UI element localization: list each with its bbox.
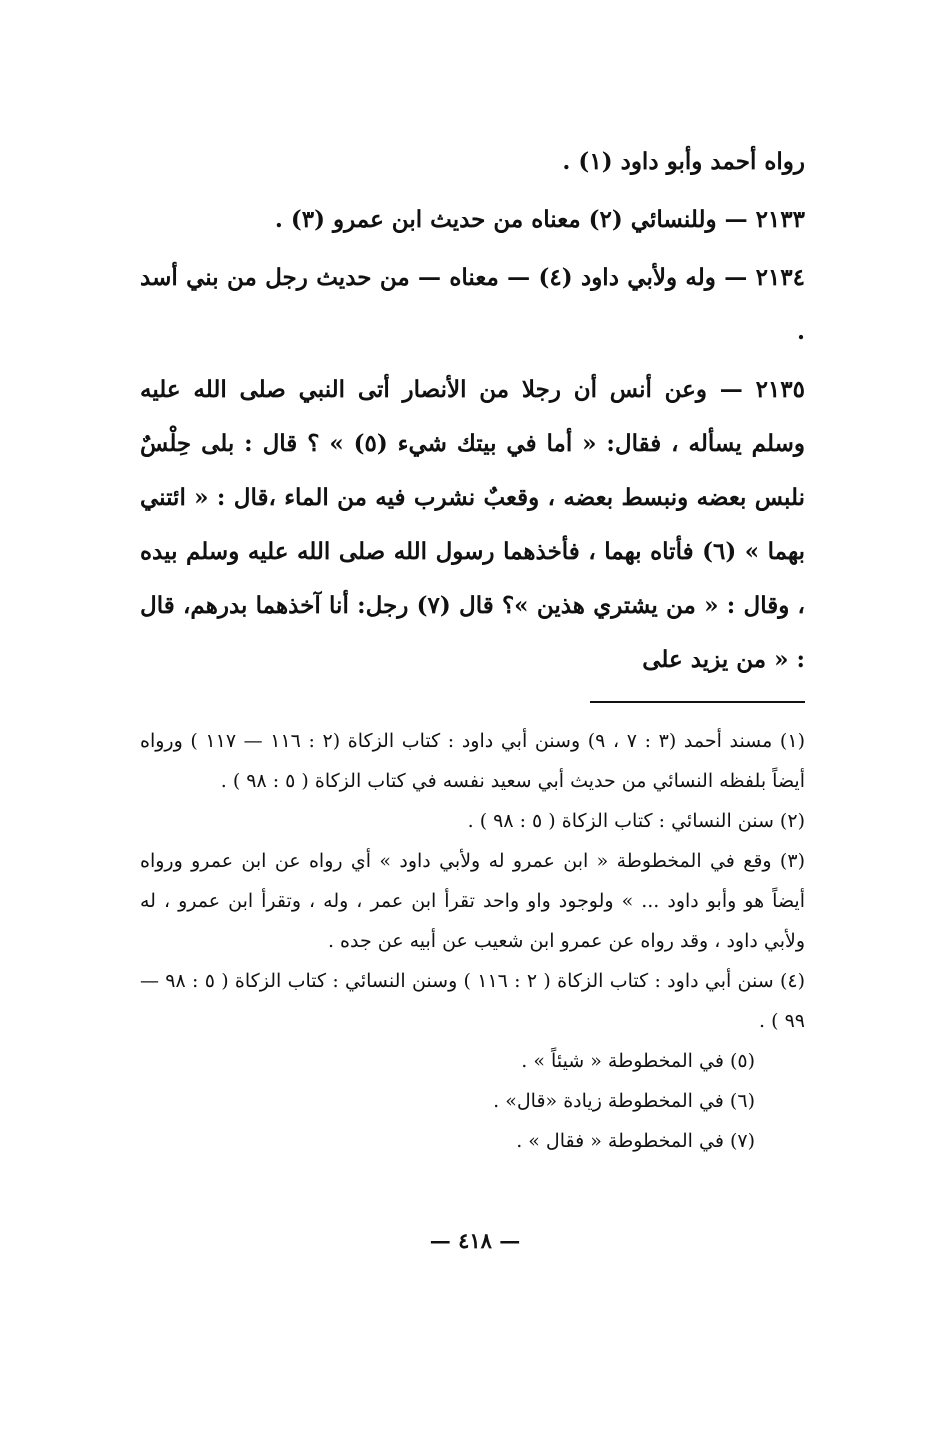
footnote-7: (٧) في المخطوطة « فقال » . — [516, 1130, 755, 1152]
footnote-1: (١) مسند أحمد (٣ : ٧ ، ٩) وسنن أبي داود : كتاب الزكاة (٢ : ١١٦ — ١١٧ ) ورواه أيضاً بلفظه النسائي من حديث أبي سعيد نفسه في كتاب الزكاة ( ٥ : ٩٨ ) . — [140, 730, 805, 792]
footnote-5: (٥) في المخطوطة « شيئاً » . — [521, 1050, 755, 1072]
footnote-2: (٢) سنن النسائي : كتاب الزكاة ( ٥ : ٩٨ ) . — [467, 810, 805, 832]
footnote-4: (٤) سنن أبي داود : كتاب الزكاة ( ٢ : ١١٦ ) وسنن النسائي : كتاب الزكاة ( ٥ : ٩٨ — ٩٩ ) . — [140, 970, 806, 1032]
hadith-2133: ٢١٣٣ — وللنسائي (٢) معناه من حديث ابن عمرو (٣) . — [274, 206, 805, 233]
hadith-2135: ٢١٣٥ — وعن أنس أن رجلا من الأنصار أتى النبي صلى الله عليه وسلم يسأله ، فقال: « أما في بيتك شيء (٥) » ؟ قال : بلى حِلْسٌ نلبس بعضه ونبسط بعضه ، وقعبٌ نشرب فيه من الماء ،قال : « ائتني بهما » (٦) فأتاه بهما ، فأخذهما رسول الله صلى الله عليه وسلم بيده ، وقال : « من يشتري هذين »؟ قال (٧) رجل: أنا آخذهما بدرهم، قال : « من يزيد على — [140, 376, 805, 673]
main-text — [140, 135, 805, 687]
footnote-divider — [590, 701, 805, 703]
footnotes — [140, 721, 805, 1161]
hadith-2134: ٢١٣٤ — وله ولأبي داود (٤) — معناه — من حديث رجل من بني أسد . — [140, 264, 805, 345]
footnote-6: (٦) في المخطوطة زيادة «قال» . — [493, 1090, 755, 1112]
page-number: — ٤١٨ — — [429, 1228, 521, 1253]
page-body — [140, 135, 805, 1161]
main-paragraph-1: رواه أحمد وأبو داود (١) . — [562, 148, 805, 175]
footnote-3: (٣) وقع في المخطوطة « ابن عمرو له ولأبي داود » أي رواه عن ابن عمرو ورواه أيضاً هو وأبو داود ... » ولوجود واو واحد تقرأ ابن عمر ، وله ، وتقرأ ابن عمرو ، له ولأبي داود ، وقد رواه عن عمرو ابن شعيب عن أبيه عن جده . — [140, 850, 805, 952]
